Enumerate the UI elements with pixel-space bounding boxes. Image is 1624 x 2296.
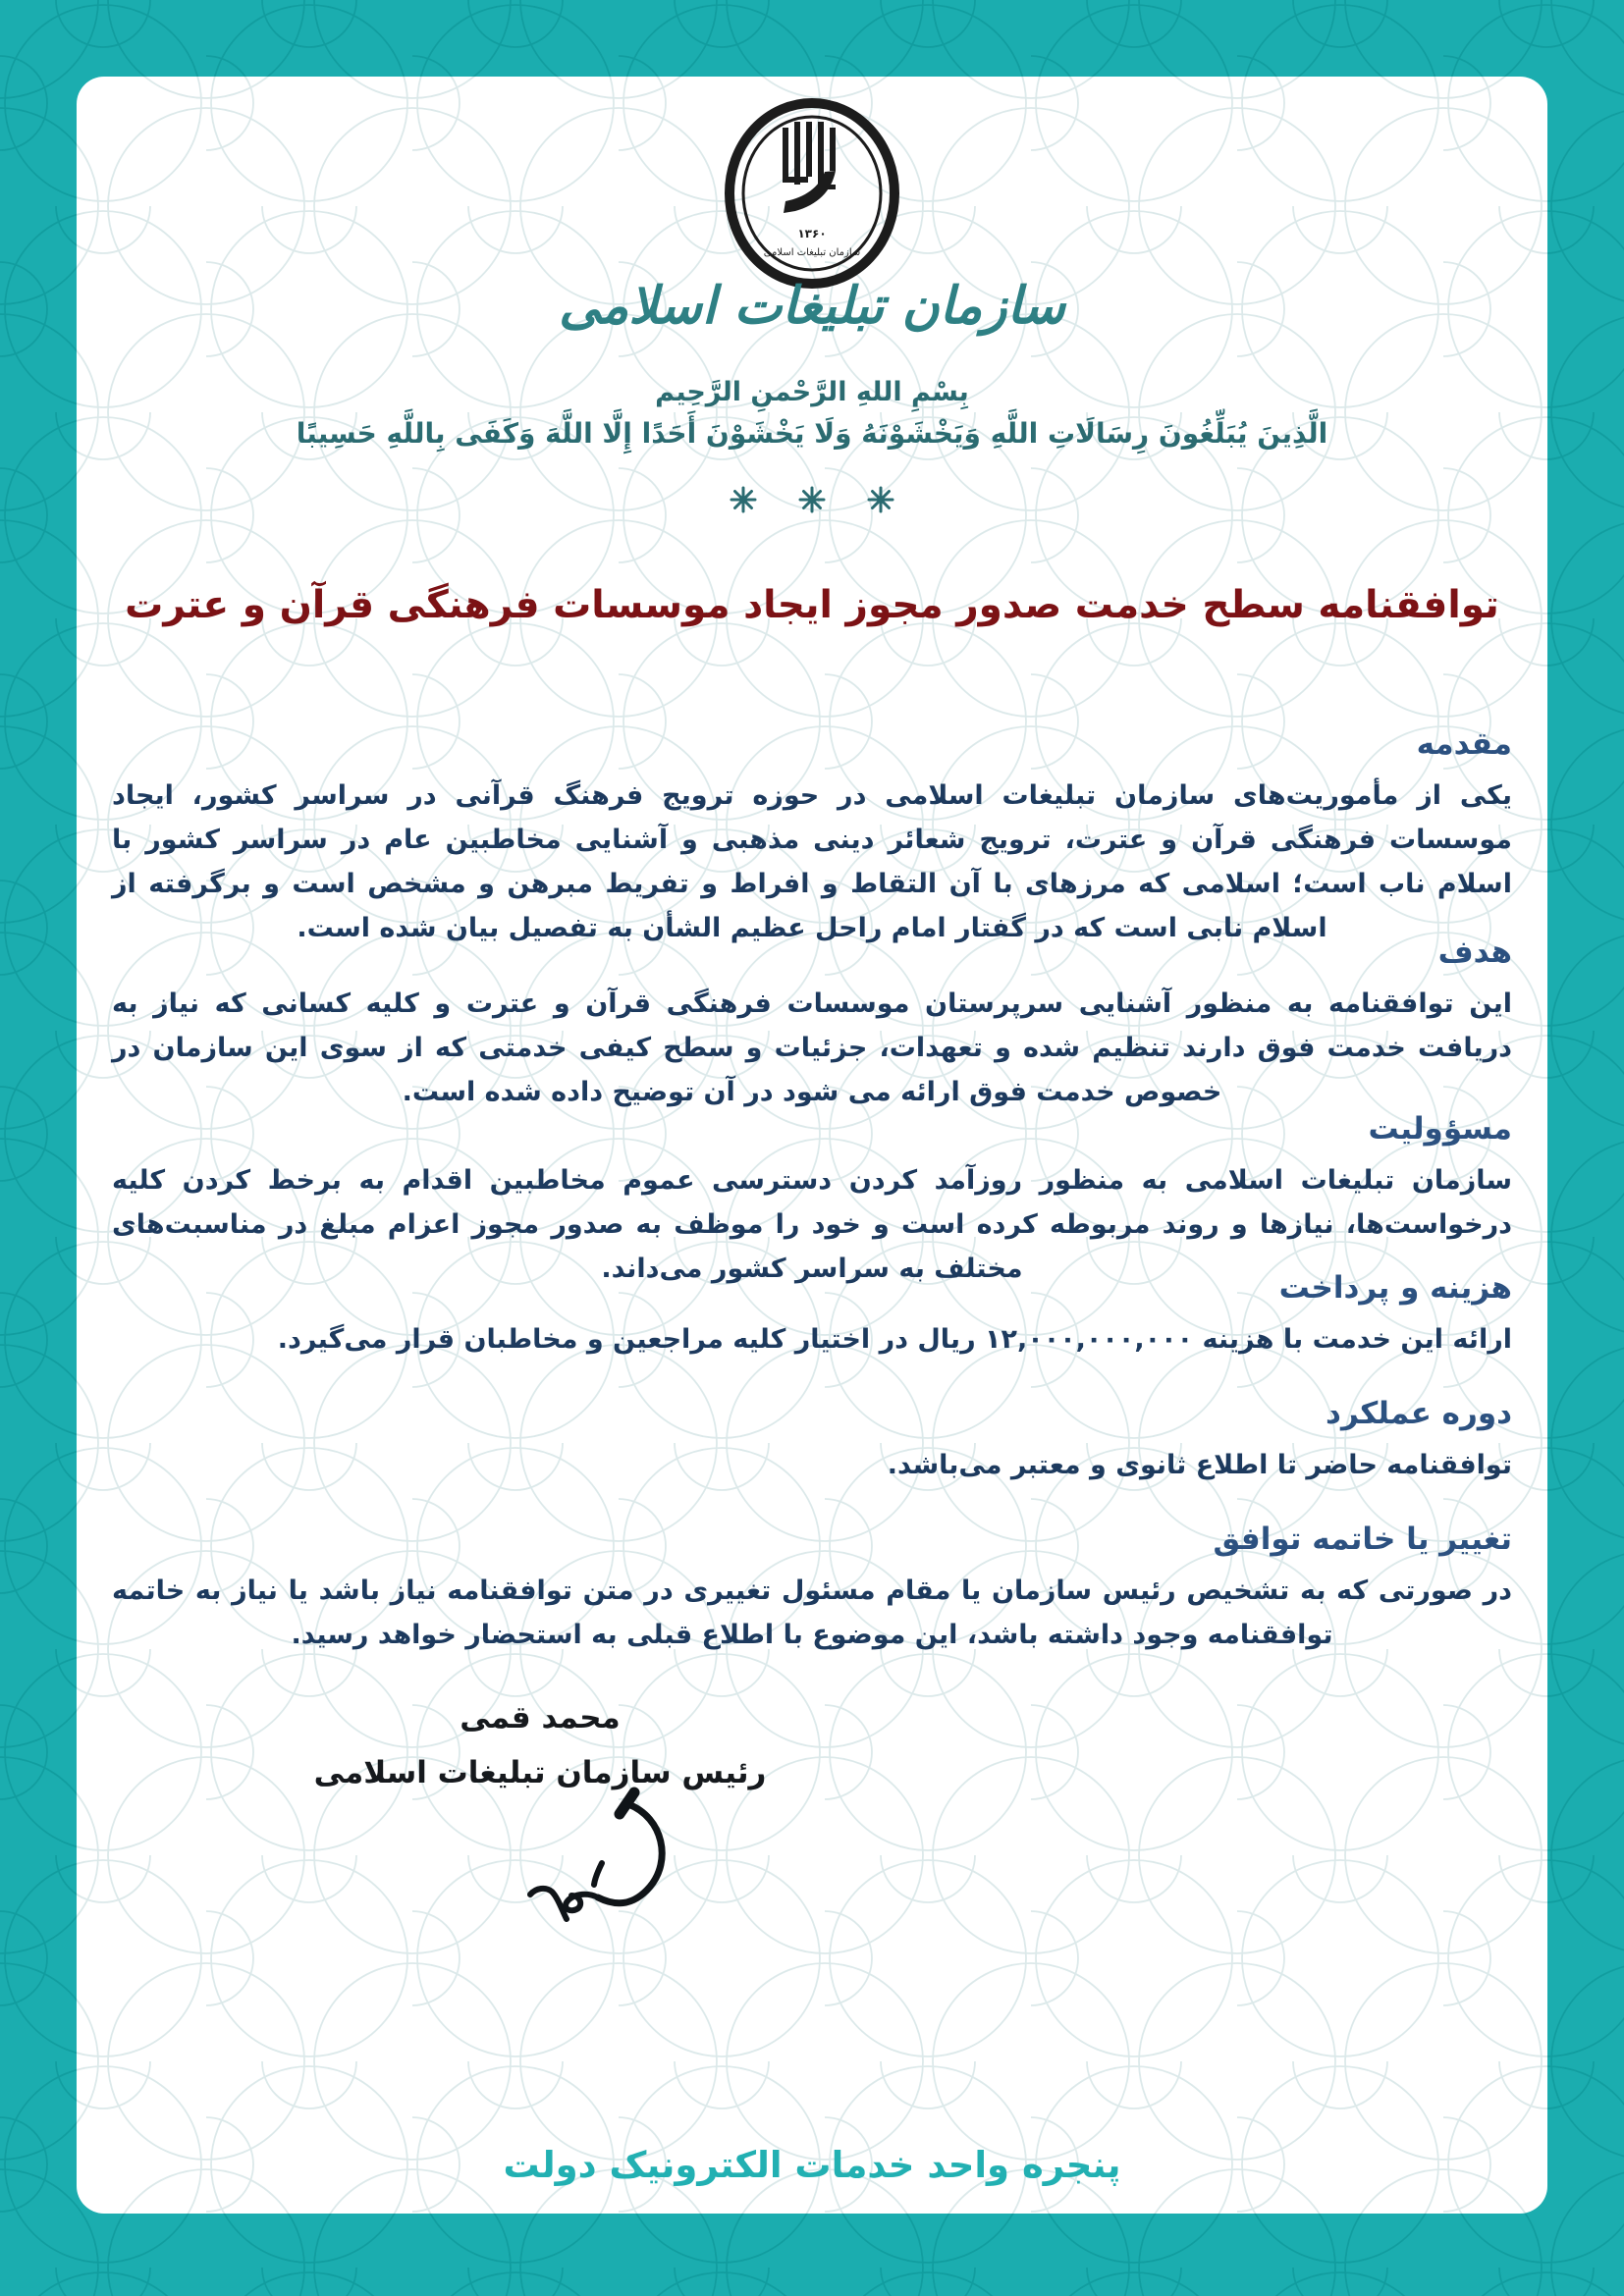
org-calligraphy-title: سازمان تبلیغات اسلامی	[559, 277, 1065, 336]
quran-verse-line: الَّذِينَ يُبَلِّغُونَ رِسَالَاتِ اللَّهِ وَيَخْشَوْنَهُ وَلَا يَخْشَوْنَ أَحَدًا إِلَّا اللَّهَ وَكَفَى بِاللَّهِ حَسِيبًا	[296, 417, 1328, 450]
section-body: در صورتی که به تشخیص رئیس سازمان یا مقام مسئول تغییری در متن توافقنامه نیاز باشد یا نیاز به خاتمه توافقنامه وجود داشته باشد، این موضوع با اطلاع قبلی به استحضار خواهد رسید.	[112, 1575, 1512, 1650]
kufic-calligraphy-icon	[783, 122, 836, 213]
section-cost-payment	[112, 1270, 1512, 1362]
section-heading: تغییر یا خاتمه توافق	[1213, 1522, 1512, 1557]
section-goal	[112, 934, 1512, 1114]
emblem-org-name: سازمان تبلیغات اسلامی	[763, 247, 861, 258]
section-body: سازمان تبلیغات اسلامی به منظور روزآمد کردن دسترسی عموم مخاطبین اقدام به برخط کردن کلیه درخواست‌ها، نیازها و روند مربوطه کرده است و خود را موظف به صدور مجوز اعزام مبلغ در مناسبت‌های مختلف به سراسر کشور می‌داند.	[112, 1165, 1512, 1284]
section-responsibility	[112, 1111, 1512, 1291]
handwritten-signature-icon	[424, 1785, 748, 1981]
section-change-termination	[112, 1522, 1512, 1657]
signatory-name: محمد قمی	[460, 1700, 621, 1735]
section-body: توافقنامه حاضر تا اطلاع ثانوی و معتبر می‌باشد.	[887, 1450, 1512, 1480]
section-heading: دوره عملکرد	[1326, 1396, 1512, 1431]
ornament-stars-row	[0, 481, 1624, 522]
section-body: یکی از مأموریت‌های سازمان تبلیغات اسلامی در حوزه ترویج فرهنگ قرآنی در سراسر کشور، ایجاد موسسات فرهنگی قرآن و عترت، ترویج شعائر دینی مذهبی و آشنایی مخاطبین عام در سراسر کشور با اسلام ناب است؛ اسلامی که مرزهای با آن التقاط و افراط و تفریط مبرهن و مشخص است و برگرفته از اسلام نابی است که در گفتار امام راحل عظیم الشأن به تفصیل بیان شده است.	[112, 780, 1512, 943]
emblem-year: ۱۳۶۰	[797, 227, 827, 240]
section-body: ارائه این خدمت با هزینه ۱۲,۰۰۰,۰۰۰,۰۰۰ ریال در اختیار کلیه مراجعین و مخاطبان قرار می‌گیرد.	[277, 1324, 1512, 1355]
bismillah-line: بِسْمِ اللهِ الرَّحْمنِ الرَّحِیم	[655, 377, 969, 407]
org-logo	[724, 96, 900, 291]
section-heading: هزینه و پرداخت	[1278, 1270, 1512, 1306]
signatory-role: رئیس سازمان تبلیغات اسلامی	[313, 1755, 767, 1790]
section-heading: مقدمه	[1416, 726, 1512, 762]
section-performance-period	[112, 1396, 1512, 1487]
section-heading: هدف	[1437, 934, 1512, 970]
ornament-stars-icon	[719, 481, 905, 518]
section-body: این توافقنامه به منظور آشنایی سرپرستان موسسات فرهنگی قرآن و عترت و کلیه کسانی که نیاز به دریافت خدمت فوق دارند تنظیم شده و تعهدات، جزئیات و سطح کیفی خدمتی که از سوی این سازمان در خصوص خدمت فوق ارائه می شود در آن توضیح داده شده است.	[112, 988, 1512, 1107]
section-introduction	[112, 726, 1512, 950]
section-heading: مسؤولیت	[1368, 1111, 1512, 1147]
page-title: توافقنامه سطح خدمت صدور مجوز ایجاد موسسات فرهنگی قرآن و عترت	[125, 583, 1499, 627]
footer-egov-window: پنجره واحد خدمات الکترونیک دولت	[503, 2144, 1121, 2186]
